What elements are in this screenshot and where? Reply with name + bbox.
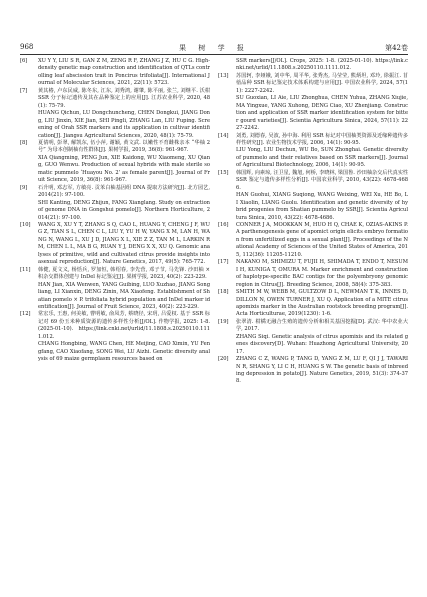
reference-entry — [218, 356, 408, 386]
reference-number: [7] — [20, 87, 28, 94]
reference-text: HAN Guohui, XIANG Suqiong, WANG Weixing, WEI Xu, HE Bo, LI Xiaolin, LIANG Guolu. Identification and genetic diversity of hybrid progenies from Shatian pummelo by SSR[J]. Scientia Agricultura Sinica, 2010, 43(22): 4678-4686. — [236, 192, 408, 221]
reference-text: SMITH M W, WEBB M, GULTZOW D L, NEWMAN T K, INNES D, DILLON N, OWEN TURNER J, XU Q. Application of a MITE citrus apomixis marker in the Australian rootstock breeding program[J]. Acta Horticulturae, 2019(1230): 1-6. — [236, 289, 408, 318]
reference-text: ZHANG C Z, WANG P, TANG D, YANG Z M, LU F, QI J J, TAWARI N R, SHANG Y, LI C H, HUANG S W. The genetic basis of inbreeding depression in potato[J]. Nature Genetics, 2019, 51(3): 374-378. — [236, 356, 408, 385]
reference-number: [13] — [218, 72, 229, 79]
reference-entry — [218, 133, 408, 148]
reference-column-left — [20, 58, 210, 364]
reference-entry — [218, 222, 408, 259]
reference-text: 韩国辉, 向素琼, 汪卫星, 魏旭, 何桥, 李晓林, 梁国鲁. 沙田柚杂交后代真实性 SSR 鉴定与遗传多样性分析[J]. 中国农业科学, 2010, 43(22): 4678-4686. — [236, 169, 408, 191]
reference-column-right — [218, 58, 408, 386]
reference-number: [10] — [20, 221, 31, 228]
reference-entry — [20, 185, 210, 200]
reference-number: [17] — [218, 259, 229, 266]
reference-entry — [218, 259, 408, 289]
reference-text: 夏倩明, 彭翠, 解凯东, 伍小萍, 谢颖, 黄文武. 以嫩性不育雌株亲本 “华柚 2 号” 为母本创制柚有性群体[J]. 果树学报, 2019, 36(8): 961-967. — [38, 139, 210, 154]
reference-entry — [20, 140, 210, 155]
reference-text: 韩健, 夏文义, 杨恬兵, 罗加恒, 韩绍春, 李先营, 邓子节, 马先锋. 沙田柚 × 积杂交群体创建与 InDel 标记鉴定[J]. 果树学报, 2023, 40(2): 223-229. — [38, 266, 210, 281]
reference-entry — [218, 58, 408, 73]
journal-name: 果 树 学 报 — [179, 44, 249, 52]
reference-number: [20] — [218, 356, 229, 363]
reference-text: XIA Qiangming, PENG Jun, XIE Kaidong, WU Xiaomeng, XU Qiang, GUO Wenwu. Production of sexual hybrids with male sterile somatic pummelo ‘Huayou No. 2’ as female parent[J]. Journal of Fruit Science, 2019, 36(8): 961-967. — [38, 154, 210, 184]
reference-number: [15] — [218, 169, 229, 176]
reference-entry — [20, 88, 210, 110]
reference-entry — [20, 311, 210, 341]
reference-text: ZHANG Siqi. Genetic analysis of citrus apomixis and its related genes discovery[D]. Wuhan: Huazhong Agricultural University, 2017. — [236, 333, 408, 355]
reference-text: 刘勇, 刘德春, 吴波, 孙中海. 利用 SSR 标记对中国柚类资源及近缘种遗传多样性研究[J]. 农业生物技术学报, 2006, 14(1): 90-95. — [236, 132, 408, 146]
reference-entry — [218, 334, 408, 356]
reference-number: [19] — [218, 318, 229, 325]
reference-number: [11] — [20, 266, 31, 273]
reference-number: [8] — [20, 139, 28, 146]
reference-entry — [20, 110, 210, 140]
reference-text: 张翠清. 柑橘无融合生殖的遗传分析和相关基因挖掘[D]. 武汉: 华中农业大学, 2017. — [236, 318, 408, 333]
reference-entry — [20, 341, 210, 363]
reference-text: 黄其椿, 卢东民威, 陈冬东, 江东, 刘秀鸿, 谢肇, 陈平丽, 张兰, 刘继平. 沃柑 SSR 分子标记遗传及其在品种鉴定上的应用[J]. 江苏农业科学, 2020, 48(1): 75-79. — [38, 87, 210, 109]
reference-text: CHANG Hongbing, WANG Chen, HE Meijing, CAO Ximin, YU Fengfang, CAO Xiaofang, SONG Wei, LU Aizhi. Genetic diversity analysis of 69 maize germplasm resources based on — [38, 341, 210, 363]
reference-entry — [218, 319, 408, 334]
reference-text: 石升明, 邓志军, 方敏亮. 贡苯白柚基因组 DNA 提取方法研究[J]. 北方园艺, 2014(21): 97-100. — [38, 184, 210, 199]
reference-text: 苏国轲, 李娅娥, 刘中华, 周平华, 张秀杰, 马莹莹, 熊炳坦, 邓玲, 徐振江. 苜蓿品种 SSR 标记鉴定技术体系构建与应用[J]. 中国农业科学, 2024, 57(11): 2227-2242. — [236, 72, 408, 94]
reference-text: 常宏乐, 王惠, 何美敏, 曹明敏, 俞凤芳, 蔡晓径, 宋玥, 吕爱权. 基于 SSR 标记对 69 份玉米种质资源的遗传多样性分析[J/OL]. 作物学报, 2025: 1-8. (2025-01-10). https://link.cnki.net/urlid/11.1808.s.20250110.1111.012. — [38, 311, 210, 340]
reference-text: SHI Kanting, DENG Zhijun, FANG Xianglang. Study on extraction of genome DNA in Gongshui pomelo[J]. Northern Horticulture, 2014(21): 97-100. — [38, 199, 210, 221]
reference-entry — [218, 95, 408, 132]
reference-entry — [20, 200, 210, 222]
reference-number: [9] — [20, 184, 28, 191]
reference-text: SU Guoxian, LI Aie, LIU Zhonghua, CHEN Yuhua, ZHANG Xiujie, MA Yingxue, YANG Xuhong, DENG Ciao, XU Zhenjiang. Construction and application of SSR marker identification system for bitter gourd varieties[J]. Scientia Agricultura Sinica, 2024, 57(11): 2227-2242. — [236, 95, 408, 132]
reference-entry — [218, 147, 408, 169]
volume-label: 第42卷 — [385, 44, 408, 52]
reference-text: CONNER J A, MOOKKAN M, HUO H Q, CHAE K, OZIAS-AKINS P. A parthenogenesis gene of apomict origin elicits embryo formation from unfertilized eggs in a sexual plant[J]. Proceedings of the National Academy of Sciences of the United States of America, 2015, 112(36): 11205-11210. — [236, 221, 408, 258]
reference-text: LIU Yong, LIU Dechun, WU Bo, SUN Zhonghai. Genetic diversity of pummelo and their relatives based on SSR markers[J]. Journal of Agricultural Biotechnology, 2006, 14(1): 90-95. — [236, 147, 408, 169]
reference-entry — [218, 192, 408, 222]
reference-entry — [20, 267, 210, 282]
reference-entry — [20, 155, 210, 185]
page-number: 968 — [20, 43, 34, 51]
reference-entry — [218, 73, 408, 95]
reference-number: [18] — [218, 289, 229, 296]
header-rule — [20, 54, 408, 55]
reference-entry — [218, 170, 408, 192]
reference-entry — [20, 222, 210, 267]
reference-text: NAKANO M, SHIMIZU T, FUJII H, SHIMADA T, ENDO T, NESUMI H, KUNIGA T, OMURA M. Marker enrichment and construction of haplotype-specific BAC contigs for the polyembryony genomic region in Citrus[J]. Breeding Science, 2008, 58(4): 375-383. — [236, 259, 408, 288]
reference-text: WANG X, XU Y T, ZHANG S Q, CAO L, HUANG Y, CHENG J F, WU G Z, TIAN S L, CHEN C L, LIU Y, YU H W, YANG X M, LAN H, WANG N, WANG L, XU J D, JIANG X L, XIE Z Z, TAN M L, LARKIN R M, CHEN L L, MA B G, RUAN Y J, DENG X X, XU Q. Genomic analyses of primitive, wild and cultivated citrus provide insights into asexual reproduction[J]. Nature Genetics, 2017, 49(5): 765-772. — [38, 221, 210, 266]
reference-text: HAN Jian, XIA Wenwen, YANG Guibing, LUO Xuzhao, JIANG Songliang, LI Xianxin, DENG Zinin, MA Xiaofeng. Establishment of Shatian pomelo × P. trifoliata hybrid population and InDel marker identification[J]. Journal of Fruit Science, 2023, 40(2): 223-229. — [38, 281, 211, 310]
reference-number: [12] — [20, 311, 31, 318]
reference-number: [16] — [218, 221, 229, 228]
reference-number: [6] — [20, 58, 28, 64]
reference-number: [14] — [218, 132, 229, 139]
reference-entry — [218, 289, 408, 319]
reference-entry — [20, 282, 210, 312]
reference-text: XU Y Y, LIU S R, GAN Z M, ZENG R F, ZHANG J Z, HU C G. High-density genetic map construction and identification of QTLs controlling leaf abscission trait in Poncirus trifoliata[J]. International Journal of Molecular Sciences, 2021, 22(11): 5723. — [38, 58, 210, 87]
reference-text: SSR markers[J/OL]. Crops, 2025: 1-8. (2025-01-10). https://link.cnki.net/urlid/11.1808.s.20250110.1111.012. — [236, 58, 408, 72]
reference-entry — [20, 58, 210, 88]
reference-text: HUANG Qichun, LU Dongchuncheng, CHEN Dongkui, JIANG Dong, LIU Jinxin, XIE Jian, SHI Pingli, ZHANG Lan, LIU Fuping. Screening of Orah SSR markers and its application in cultivar identification[J]. Jiangsu Agricultural Sciences, 2020, 48(1): 75-79. — [38, 110, 210, 139]
